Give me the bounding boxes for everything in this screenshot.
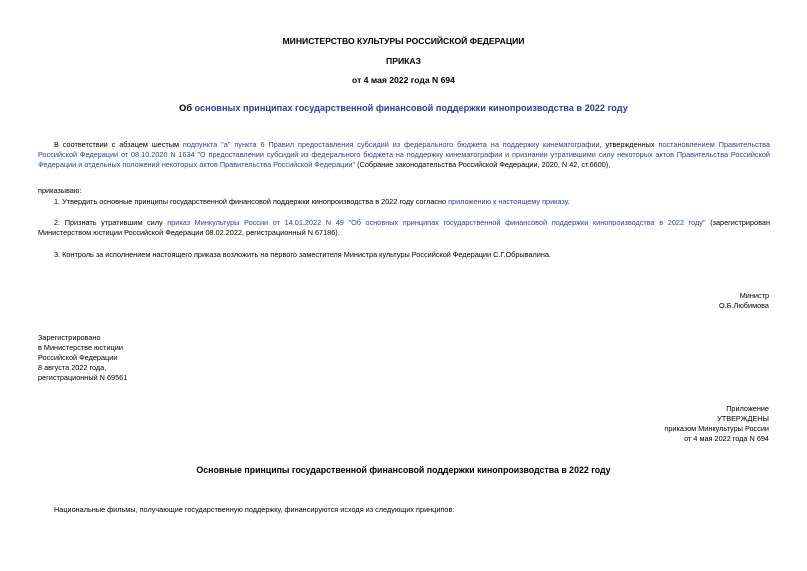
item1-text-2: . <box>567 197 570 206</box>
registration-line-4: 8 августа 2022 года, <box>38 363 107 372</box>
registration-line-5: регистрационный N 69561 <box>38 373 128 382</box>
principles-title: Основные принципы государственной финансовой поддержки кинопроизводства в 2022 году <box>196 465 611 475</box>
preamble-text-3: (Собрание законодательства Российской Федерации, 2020, N 42, ст.6600), <box>355 160 611 169</box>
signature-name: О.Б.Любимова <box>719 301 769 310</box>
order-keyword: приказываю: <box>38 186 82 195</box>
preamble-text-2: , утвержденных <box>599 140 659 149</box>
item2-text-1: 2. Признать утратившим силу <box>54 218 168 227</box>
appendix-line-3: приказом Минкультуры России <box>664 424 769 433</box>
item1-text-1: 1. Утвердить основные принципы государственной финансовой поддержки кинопроизводства в 2022 году согласно <box>54 197 449 206</box>
order-item-1 <box>38 197 770 207</box>
item2-prior-order-link[interactable]: приказ Минкультуры России от 14.01.2022 N 49 "Об основных принципах государственной финансовой поддержки кинопроизводства в 2022 году" <box>167 218 706 227</box>
document-title-prefix: Об <box>179 103 195 113</box>
registration-block <box>38 333 127 383</box>
signature-block <box>719 291 769 311</box>
preamble-paragraph <box>38 140 770 170</box>
order-item-3: 3. Контроль за исполнением настоящего приказа возложить на первого заместителя Министра культуры Российской Федерации С.Г.Обрывалина. <box>54 250 551 259</box>
registration-line-3: Российской Федерации <box>38 353 118 362</box>
appendix-block <box>664 404 769 444</box>
item2-text-2: (зарегистрирован Министерством юстиции Российской Федерации 08.02.2022, регистрационный N 67186). <box>38 218 771 237</box>
order-item-2 <box>38 218 770 238</box>
item1-appendix-link[interactable]: приложению к настоящему приказу <box>448 197 568 206</box>
appendix-line-4: от 4 мая 2022 года N 694 <box>684 434 769 443</box>
appendix-line-2: УТВЕРЖДЕНЫ <box>717 414 769 423</box>
principles-intro: Национальные фильмы, получающие государственную поддержку, финансируются исходя из следующих принципов: <box>54 505 455 514</box>
document-date-number: от 4 мая 2022 года N 694 <box>352 75 455 85</box>
ministry-heading: МИНИСТЕРСТВО КУЛЬТУРЫ РОССИЙСКОЙ ФЕДЕРАЦИИ <box>282 36 525 46</box>
document-type: ПРИКАЗ <box>386 56 421 66</box>
registration-line-1: Зарегистрировано <box>38 333 101 342</box>
preamble-text-1: В соответствии с абзацем шестым <box>54 140 183 149</box>
document-title <box>0 103 807 113</box>
registration-line-2: в Министерстве юстиции <box>38 343 123 352</box>
appendix-line-1: Приложение <box>726 404 769 413</box>
preamble-link-rules[interactable]: подпункта "а" пункта 6 Правил предоставления субсидий из федерального бюджета на поддержку кинематографии <box>182 140 600 149</box>
preamble-link-decree[interactable]: постановлением Правительства Российской Федерации от 08.10.2020 N 1634 "О предоставлении субсидий из федерального бюджета на поддержку кинематографии и признании утратившими силу некоторых актов Правительства Российской Федерации и отдельных положений некоторых актов Правительства Российской Федерации" <box>38 140 770 169</box>
document-title-link[interactable]: основных принципах государственной финансовой поддержки кинопроизводства в 2022 году <box>194 103 628 113</box>
signature-position: Министр <box>739 291 769 300</box>
